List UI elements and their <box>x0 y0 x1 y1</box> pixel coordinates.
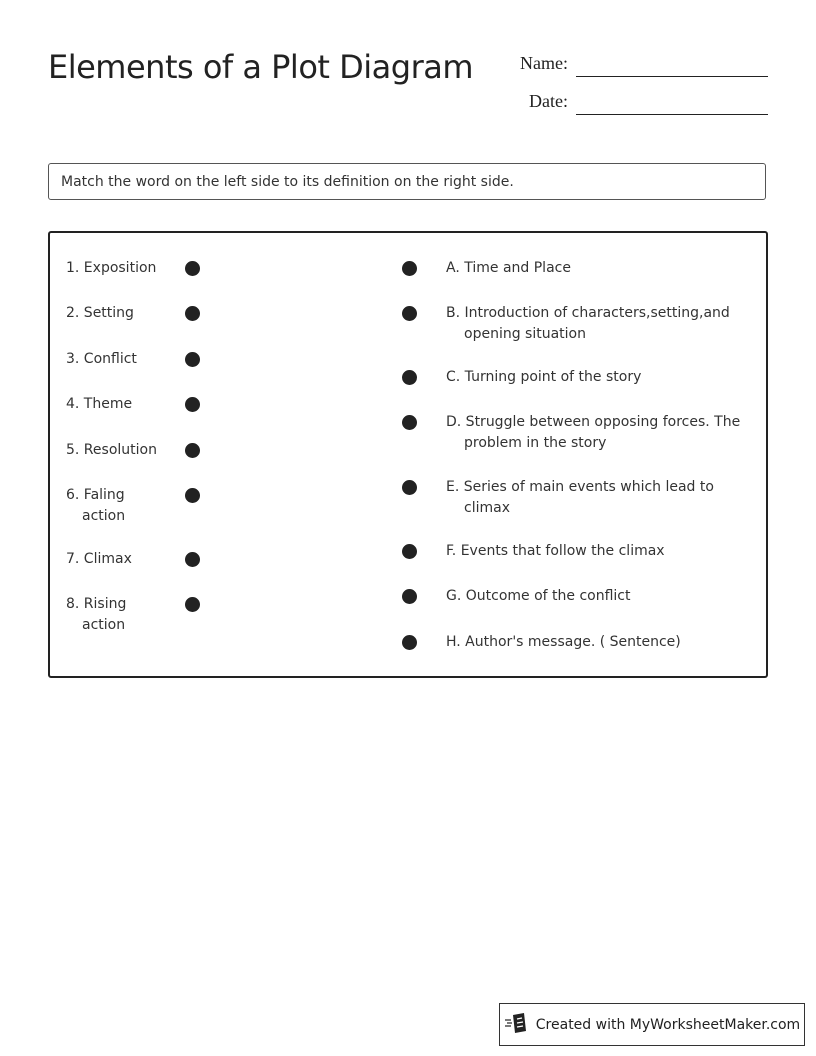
term-item <box>66 594 126 636</box>
item-line: F. Events that follow the climax <box>446 543 665 559</box>
definition-match-dot[interactable] <box>402 261 417 276</box>
definition-item <box>446 586 631 607</box>
worksheet-logo-icon <box>504 1012 530 1038</box>
definition-item <box>446 477 714 519</box>
definition-item <box>446 632 681 653</box>
item-line: 1. Exposition <box>66 260 157 276</box>
definition-item <box>446 303 730 345</box>
item-line-continued: problem in the story <box>464 435 607 451</box>
page-title: Elements of a Plot Diagram <box>48 48 473 86</box>
term-match-dot[interactable] <box>185 397 200 412</box>
item-line-continued: action <box>82 508 126 524</box>
definition-match-dot[interactable] <box>402 306 417 321</box>
name-label: Name: <box>520 53 568 73</box>
term-item <box>66 349 137 370</box>
definition-match-dot[interactable] <box>402 370 417 385</box>
item-line: G. Outcome of the conflict <box>446 588 631 604</box>
name-field[interactable] <box>576 76 768 77</box>
definition-match-dot[interactable] <box>402 544 417 559</box>
term-match-dot[interactable] <box>185 352 200 367</box>
definition-match-dot[interactable] <box>402 635 417 650</box>
definition-match-dot[interactable] <box>402 415 417 430</box>
item-line: 6. Faling <box>66 487 125 503</box>
date-field[interactable] <box>576 114 768 115</box>
instructions-box: Match the word on the left side to its definition on the right side. <box>48 163 766 200</box>
term-match-dot[interactable] <box>185 597 200 612</box>
item-line: 5. Resolution <box>66 442 157 458</box>
definition-match-dot[interactable] <box>402 589 417 604</box>
item-line-continued: action <box>82 617 126 633</box>
term-match-dot[interactable] <box>185 443 200 458</box>
footer-badge <box>499 1003 805 1046</box>
item-line: 4. Theme <box>66 396 133 412</box>
term-item <box>66 303 134 324</box>
item-line: 8. Rising <box>66 596 127 612</box>
definition-item <box>446 412 740 454</box>
item-line: 2. Setting <box>66 305 134 321</box>
term-match-dot[interactable] <box>185 306 200 321</box>
footer-text: Created with MyWorksheetMaker.com <box>535 1016 801 1033</box>
term-item <box>66 485 125 527</box>
definition-item <box>446 541 665 562</box>
term-item <box>66 258 156 279</box>
item-line-continued: climax <box>464 500 510 516</box>
term-match-dot[interactable] <box>185 261 200 276</box>
item-line: 7. Climax <box>66 551 132 567</box>
item-line: D. Struggle between opposing forces. The <box>446 414 741 430</box>
item-line: B. Introduction of characters,setting,and <box>446 305 730 321</box>
item-line: C. Turning point of the story <box>446 369 642 385</box>
definition-item <box>446 258 571 279</box>
term-match-dot[interactable] <box>185 552 200 567</box>
term-item <box>66 394 132 415</box>
item-line: 3. Conflict <box>66 351 137 367</box>
date-label: Date: <box>529 91 568 111</box>
term-item <box>66 440 157 461</box>
item-line: E. Series of main events which lead to <box>446 479 714 495</box>
item-line-continued: opening situation <box>464 326 586 342</box>
item-line: A. Time and Place <box>446 260 571 276</box>
term-match-dot[interactable] <box>185 488 200 503</box>
term-item <box>66 549 132 570</box>
definition-item <box>446 367 641 388</box>
item-line: H. Author's message. ( Sentence) <box>446 634 681 650</box>
definition-match-dot[interactable] <box>402 480 417 495</box>
